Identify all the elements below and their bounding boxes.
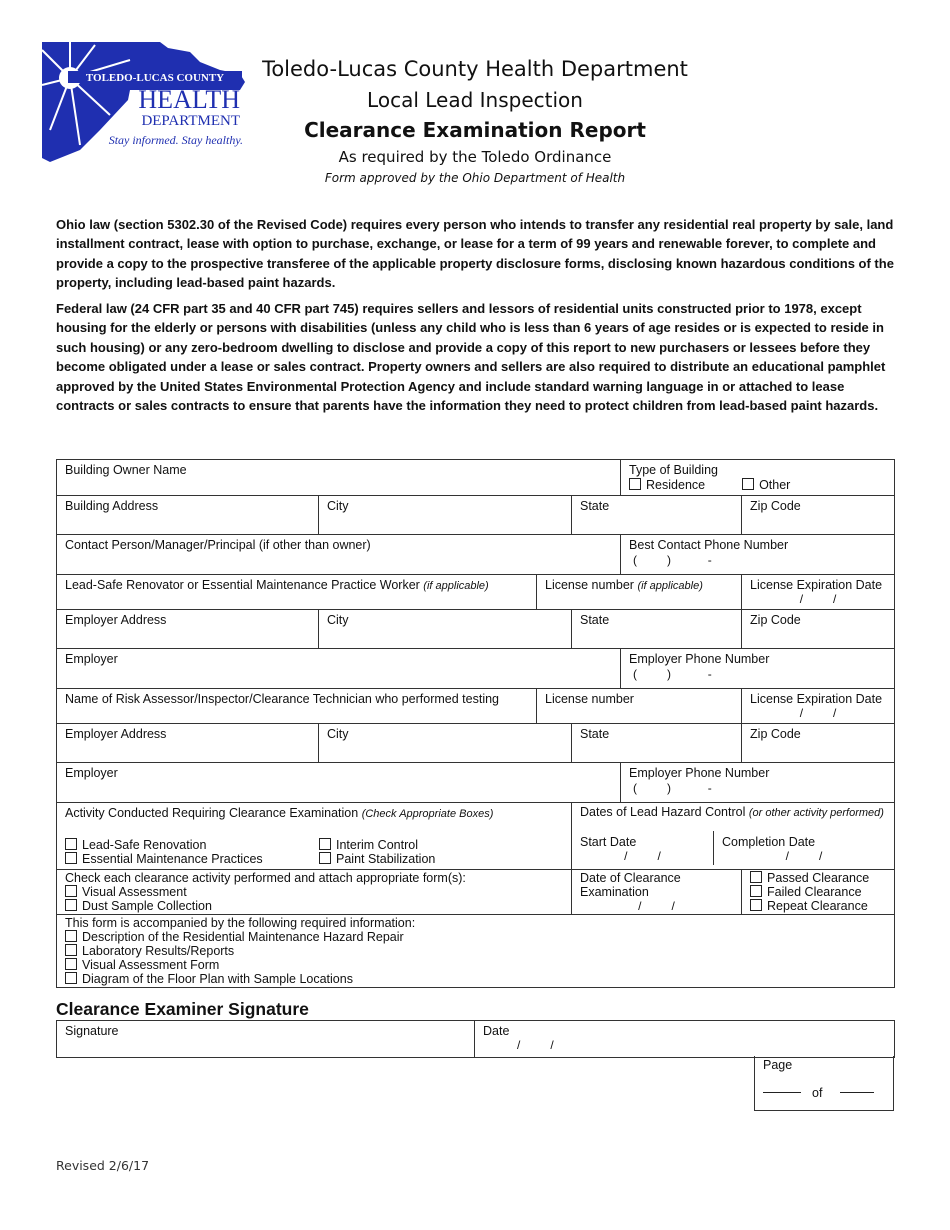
header-org: Toledo-Lucas County Health Department <box>262 57 688 81</box>
building-city-field[interactable] <box>319 496 572 535</box>
page-title: Clearance Examination Report <box>304 118 646 142</box>
renovator-license-field[interactable] <box>537 575 742 610</box>
contact-person-label: Contact Person/Manager/Principal (if other than owner) <box>65 538 371 552</box>
completion-date-field[interactable] <box>714 831 894 865</box>
renovator-license-expiration-field[interactable] <box>742 575 895 610</box>
or-other-note: (or other activity performed) <box>748 807 884 819</box>
visual-assessment-form-checkbox[interactable] <box>65 958 77 970</box>
essential-maintenance-label: Essential Maintenance Practices <box>82 852 263 866</box>
best-phone-field[interactable] <box>621 535 895 575</box>
dust-sample-label: Dust Sample Collection <box>82 899 212 913</box>
lab-results-label: Laboratory Results/Reports <box>82 944 235 958</box>
logo-department-word: DEPARTMENT <box>141 113 240 129</box>
zip-label: Zip Code <box>750 499 801 513</box>
owner-name-label: Building Owner Name <box>65 463 187 477</box>
required-info-section <box>57 915 895 988</box>
clearance-form <box>56 459 894 988</box>
signature-label: Signature <box>65 1024 119 1038</box>
employer-label: Employer <box>65 766 118 780</box>
state-label: State <box>580 613 610 627</box>
assessor-employer-phone-field[interactable] <box>621 763 895 803</box>
passed-clearance-checkbox[interactable] <box>750 871 762 883</box>
other-label: Other <box>759 478 791 492</box>
accompanied-label: This form is accompanied by the following required information: <box>65 916 416 930</box>
page-number-line[interactable] <box>763 1092 801 1093</box>
activity-section <box>57 803 572 870</box>
building-state-field[interactable] <box>572 496 742 535</box>
phone-template: ( ) - <box>633 667 712 681</box>
start-date-label: Start Date <box>580 835 637 849</box>
signature-block <box>56 1020 894 1058</box>
clearance-result-section <box>742 870 895 915</box>
renovator-field[interactable] <box>57 575 537 610</box>
completion-date-label: Completion Date <box>722 835 816 849</box>
residence-label: Residence <box>646 478 706 492</box>
revised-date: Revised 2/6/17 <box>56 1158 150 1173</box>
interim-control-label: Interim Control <box>336 838 418 852</box>
phone-template: ( ) - <box>633 553 712 567</box>
page-label: Page <box>763 1058 793 1072</box>
lead-safe-renovation-label: Lead-Safe Renovation <box>82 838 207 852</box>
building-zip-field[interactable] <box>742 496 895 535</box>
license-number-label: License number <box>545 578 634 592</box>
visual-assessment-label: Visual Assessment <box>82 885 187 899</box>
employer-address-label: Employer Address <box>65 727 167 741</box>
dates-of-control-section <box>572 803 895 870</box>
residence-checkbox[interactable] <box>629 478 641 490</box>
visual-assessment-checkbox[interactable] <box>65 885 77 897</box>
assessor-label: Name of Risk Assessor/Inspector/Clearance Technician who performed testing <box>65 692 500 706</box>
assessor-zip-field[interactable] <box>742 724 895 763</box>
assessor-state-field[interactable] <box>572 724 742 763</box>
best-phone-label: Best Contact Phone Number <box>629 538 789 552</box>
owner-name-field[interactable] <box>57 460 621 496</box>
employer-state-field[interactable] <box>572 610 742 649</box>
logo-org-line: TOLEDO-LUCAS COUNTY <box>85 72 225 84</box>
header-subtitle: As required by the Toledo Ordinance <box>338 148 612 166</box>
repeat-clearance-label: Repeat Clearance <box>767 899 868 913</box>
start-date-field[interactable] <box>572 831 714 865</box>
interim-control-checkbox[interactable] <box>319 838 331 850</box>
assessor-city-field[interactable] <box>319 724 572 763</box>
if-applicable-note: (if applicable) <box>637 580 703 592</box>
renovator-label: Lead-Safe Renovator or Essential Maintenance Practice Worker <box>65 578 420 592</box>
date-of-clearance-field[interactable] <box>572 870 742 915</box>
hazard-repair-checkbox[interactable] <box>65 930 77 942</box>
employer-city-field[interactable] <box>319 610 572 649</box>
failed-clearance-checkbox[interactable] <box>750 885 762 897</box>
employer-address-field[interactable] <box>57 610 319 649</box>
license-expiration-label: License Expiration Date <box>750 578 883 592</box>
city-label: City <box>327 727 349 741</box>
essential-maintenance-checkbox[interactable] <box>65 852 77 864</box>
dust-sample-checkbox[interactable] <box>65 899 77 911</box>
health-department-logo <box>40 40 250 165</box>
state-label: State <box>580 727 610 741</box>
type-of-building-label: Type of Building <box>629 463 718 477</box>
federal-law-paragraph: Federal law (24 CFR part 35 and 40 CFR part 745) requires sellers and lessors of residential units constructed prior to 1978, except housing for the elderly or persons with disabilities (unless any child who is less than 6 years of age resides or is expected to reside in such housing) or any zero-bedroom dwelling to disclose and provide a copy of this report to new purchasers or lessees before they become obligated under a lease or sales contract. Property owners and sellers are also required to distribute an educational pamphlet approved by the United States Environmental Protection Agency and include standard warning language in or attached to lease contracts or sales contracts to ensure that parents have the information they need to protect children from lead-based paint hazards. <box>56 301 886 414</box>
employer-field[interactable] <box>57 649 621 689</box>
employer-phone-label: Employer Phone Number <box>629 766 770 780</box>
header-approval: Form approved by the Ohio Department of Health <box>324 171 626 185</box>
check-each-label: Check each clearance activity performed and attach appropriate form(s): <box>65 871 466 885</box>
check-boxes-note: (Check Appropriate Boxes) <box>361 808 494 820</box>
license-expiration-label: License Expiration Date <box>750 692 883 706</box>
date-template: / / <box>517 1038 554 1052</box>
clearance-activity-section <box>57 870 572 915</box>
signature-date-label: Date <box>483 1024 510 1038</box>
assessor-employer-field[interactable] <box>57 763 621 803</box>
lab-results-checkbox[interactable] <box>65 944 77 956</box>
ohio-law-paragraph: Ohio law (section 5302.30 of the Revised Code) requires every person who intends to transfer any residential real property by sale, land installment contract, lease with option to purchase, exchange, or lease for a term of 99 years and renewable forever, to complete and provide a copy to the prospective transferee of the applicable property disclosure forms, disclosing known hazardous conditions of the property, including lead-based paint hazards. <box>56 217 894 291</box>
of-label: of <box>812 1086 823 1100</box>
signature-date-field[interactable] <box>475 1021 895 1058</box>
header-program: Local Lead Inspection <box>367 88 583 112</box>
assessor-license-field[interactable] <box>537 689 742 724</box>
date-template: / / <box>638 899 675 913</box>
other-checkbox[interactable] <box>742 478 754 490</box>
state-label: State <box>580 499 610 513</box>
employer-address-label: Employer Address <box>65 613 167 627</box>
page-total-line[interactable] <box>840 1092 874 1093</box>
paint-stabilization-checkbox[interactable] <box>319 852 331 864</box>
building-address-label: Building Address <box>65 499 159 513</box>
date-of-clearance-label: Date of Clearance Examination <box>580 871 681 899</box>
date-template: / / <box>624 849 661 863</box>
paint-stabilization-label: Paint Stabilization <box>336 852 436 866</box>
dates-control-label: Dates of Lead Hazard Control <box>580 805 746 819</box>
employer-phone-field[interactable] <box>621 649 895 689</box>
assessor-employer-address-field[interactable] <box>57 724 319 763</box>
page-number-box[interactable] <box>754 1056 894 1111</box>
contact-person-field[interactable] <box>57 535 621 575</box>
passed-clearance-label: Passed Clearance <box>767 871 870 885</box>
city-label: City <box>327 499 349 513</box>
date-template: / / <box>799 706 837 720</box>
employer-phone-label: Employer Phone Number <box>629 652 770 666</box>
zip-label: Zip Code <box>750 613 801 627</box>
if-applicable-note: (if applicable) <box>423 580 489 592</box>
date-template: / / <box>785 849 823 863</box>
signature-heading: Clearance Examiner Signature <box>56 999 309 1019</box>
signature-field[interactable] <box>57 1021 475 1058</box>
type-of-building-field <box>621 460 895 496</box>
employer-zip-field[interactable] <box>742 610 895 649</box>
floor-plan-label: Diagram of the Floor Plan with Sample Locations <box>82 972 353 986</box>
city-label: City <box>327 613 349 627</box>
logo-health-word: HEALTH <box>138 85 240 114</box>
failed-clearance-label: Failed Clearance <box>767 885 862 899</box>
floor-plan-checkbox[interactable] <box>65 972 77 984</box>
activity-label: Activity Conducted Requiring Clearance Examination <box>65 806 359 820</box>
visual-assessment-form-label: Visual Assessment Form <box>82 958 220 972</box>
building-address-field[interactable] <box>57 496 319 535</box>
phone-template: ( ) - <box>633 781 712 795</box>
lead-safe-renovation-checkbox[interactable] <box>65 838 77 850</box>
date-template: / / <box>799 592 837 606</box>
logo-tagline: Stay informed. Stay healthy. <box>108 133 243 147</box>
hazard-repair-label: Description of the Residential Maintenance Hazard Repair <box>82 930 404 944</box>
assessor-field[interactable] <box>57 689 537 724</box>
assessor-license-expiration-field[interactable] <box>742 689 895 724</box>
repeat-clearance-checkbox[interactable] <box>750 899 762 911</box>
employer-label: Employer <box>65 652 118 666</box>
license-number-label: License number <box>545 692 634 706</box>
zip-label: Zip Code <box>750 727 801 741</box>
